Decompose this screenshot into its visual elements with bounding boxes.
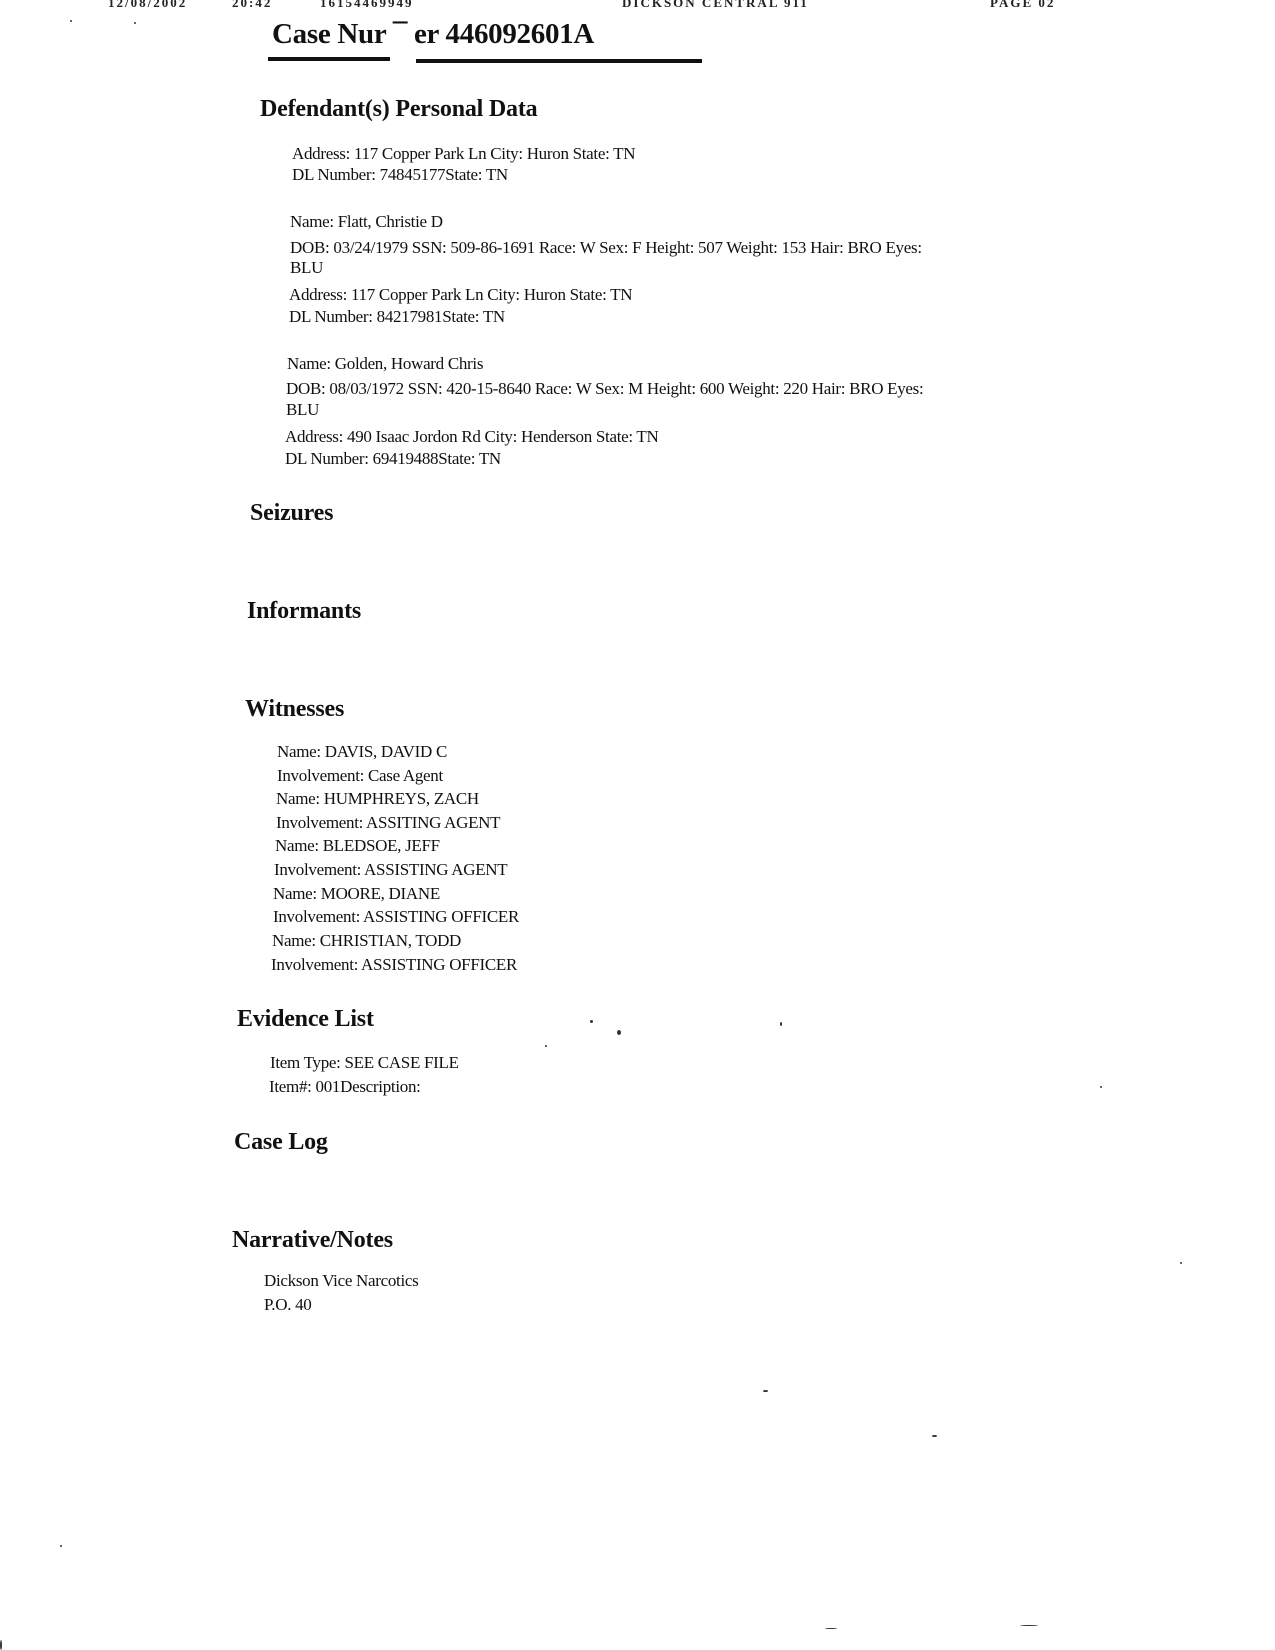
narrative-line-2: P.O. 40	[264, 1295, 312, 1314]
title-underline-left	[268, 57, 390, 61]
scan-speck	[932, 1435, 937, 1437]
witness-4-name: Name: MOORE, DIANE	[273, 884, 440, 903]
scan-speck	[617, 1030, 621, 1035]
scan-speck	[0, 1640, 2, 1650]
defendant-2-eyes: BLU	[290, 258, 324, 277]
scan-speck	[60, 1545, 62, 1547]
evidence-item-type: Item Type: SEE CASE FILE	[270, 1053, 459, 1072]
defendant-2-details: DOB: 03/24/1979 SSN: 509-86-1691 Race: W Sex: F Height: 507 Weight: 153 Hair: BRO Eyes:	[290, 238, 922, 257]
evidence-list-heading: Evidence List	[237, 1006, 374, 1032]
scan-speck	[545, 1045, 547, 1047]
defendant-2-dl: DL Number: 84217981State: TN	[289, 307, 505, 326]
scan-speck	[1180, 1262, 1182, 1264]
witness-1-name: Name: DAVIS, DAVID C	[277, 742, 447, 761]
scan-speck	[590, 1020, 593, 1023]
witness-5-name: Name: CHRISTIAN, TODD	[272, 931, 462, 950]
scan-speck	[825, 1628, 837, 1629]
defendants-heading: Defendant(s) Personal Data	[260, 96, 538, 122]
narrative-heading: Narrative/Notes	[232, 1227, 393, 1253]
witness-4-involvement: Involvement: ASSISTING OFFICER	[273, 907, 520, 926]
informants-heading: Informants	[247, 598, 362, 624]
witness-5-involvement: Involvement: ASSISTING OFFICER	[271, 955, 518, 974]
defendant-3-name: Name: Golden, Howard Chris	[287, 354, 484, 373]
defendant-1-address: Address: 117 Copper Park Ln City: Huron State: TN	[292, 144, 636, 163]
narrative-line-1: Dickson Vice Narcotics	[264, 1271, 419, 1290]
scan-speck	[134, 22, 136, 24]
defendant-3-dl: DL Number: 69419488State: TN	[285, 449, 501, 468]
fax-page: PAGE 02	[990, 0, 1056, 8]
fax-phone: 16154469949	[320, 0, 414, 8]
fax-time: 20:42	[232, 0, 273, 8]
seizures-heading: Seizures	[250, 500, 334, 526]
defendant-3-details: DOB: 08/03/1972 SSN: 420-15-8640 Race: W Sex: M Height: 600 Weight: 220 Hair: BRO Eyes:	[286, 379, 924, 398]
defendant-2-name: Name: Flatt, Christie D	[290, 212, 443, 231]
witnesses-heading: Witnesses	[245, 696, 345, 722]
defendant-2-address: Address: 117 Copper Park Ln City: Huron State: TN	[289, 285, 633, 304]
witness-2-involvement: Involvement: ASSITING AGENT	[276, 813, 501, 832]
scan-speck	[780, 1022, 782, 1026]
scan-speck	[763, 1390, 768, 1392]
scan-speck	[70, 20, 72, 22]
fax-sender: DICKSON CENTRAL 911	[622, 0, 809, 8]
case-number-title: Case Nur ¯ er 446092601A	[272, 18, 594, 50]
witness-2-name: Name: HUMPHREYS, ZACH	[276, 789, 479, 808]
title-underline-right	[416, 59, 702, 63]
defendant-3-eyes: BLU	[286, 400, 320, 419]
case-log-heading: Case Log	[234, 1129, 328, 1155]
witness-3-name: Name: BLEDSOE, JEFF	[275, 836, 440, 855]
witness-1-involvement: Involvement: Case Agent	[277, 766, 443, 785]
scan-speck	[1100, 1086, 1102, 1088]
fax-date: 12/08/2002	[108, 0, 188, 8]
evidence-item-number: Item#: 001Description:	[269, 1077, 421, 1096]
scan-speck	[1020, 1625, 1038, 1626]
defendant-3-address: Address: 490 Isaac Jordon Rd City: Henderson State: TN	[285, 427, 659, 446]
witness-3-involvement: Involvement: ASSISTING AGENT	[274, 860, 508, 879]
defendant-1-dl: DL Number: 74845177State: TN	[292, 165, 508, 184]
